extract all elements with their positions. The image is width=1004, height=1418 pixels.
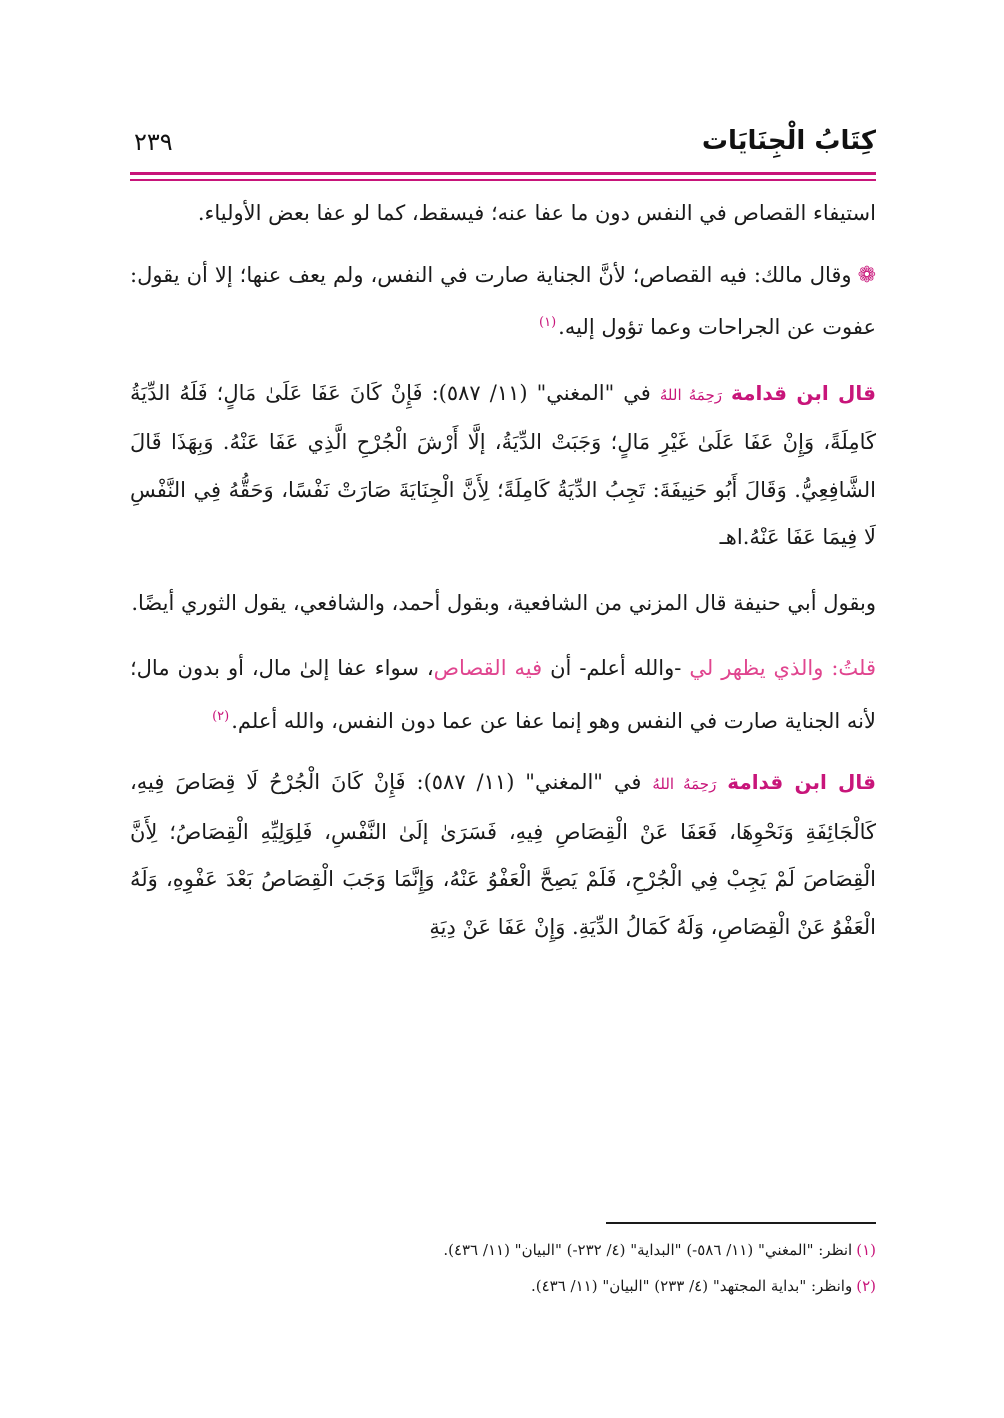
paragraph-2-text: وقال مالك: فيه القصاص؛ لأنَّ الجناية صارت في النفس، ولم يعف عنها؛ إلا أن يقول: عفوت عن الجراحات وعما تؤول إليه. bbox=[130, 262, 876, 339]
body-text bbox=[130, 190, 876, 951]
footnote-ref-2[interactable]: (٢) bbox=[212, 708, 230, 724]
footnote-2-number: (٢) bbox=[856, 1277, 876, 1295]
footnote-2 bbox=[130, 1268, 876, 1304]
paragraph-3 bbox=[130, 370, 876, 562]
footnote-2-text: وانظر: "بداية المجتهد" (٤/ ٢٣٣) "البيان" (١١/ ٤٣٦). bbox=[530, 1277, 853, 1295]
honorific-2: رَحِمَهُ اللهُ bbox=[652, 775, 717, 793]
footnote-1-number: (١) bbox=[856, 1241, 876, 1259]
author-opinion-lead: قلتُ: والذي يظهر لي bbox=[689, 656, 877, 680]
paragraph-5-mid: -والله أعلم- أن bbox=[542, 656, 690, 680]
header-rule-thin bbox=[130, 179, 876, 181]
paragraph-6-text: في "المغني" (١١/ ٥٨٧): فَإِنْ كَانَ الْجُرْحُ لَا قِصَاصَ فِيهِ، كَالْجَائِفَةِ وَنَحْوِهَا، فَعَفَا عَنْ الْقِصَاصِ فِيهِ، فَسَرَىٰ إلَىٰ النَّفْسِ، فَلِوَلِيِّهِ الْقِصَاصُ؛ لِأَنَّ الْقِصَاصَ لَمْ يَجِبْ فِي الْجُرْحِ، فَلَمْ يَصِحَّ الْعَفْوُ عَنْهُ، وَإِنَّمَا وَجَبَ الْقِصَاصُ بَعْدَ عَفْوِهِ، وَلَهُ الْعَفْوُ عَنْ الْقِصَاصِ، وَلَهُ كَمَالُ الدِّيَةِ. وَإِنْ عَفَا عَنْ دِيَةِ bbox=[130, 770, 876, 939]
honorific-1: رَحِمَهُ اللهُ bbox=[659, 385, 722, 404]
footnote-1 bbox=[130, 1232, 876, 1268]
header-rule-thick bbox=[130, 172, 876, 175]
flower-ornament-icon: ❁ bbox=[857, 262, 876, 288]
paragraph-4-text: وبقول أبي حنيفة قال المزني من الشافعية، وبقول أحمد، والشافعي، يقول الثوري أيضًا. bbox=[131, 590, 876, 615]
page-number: ٢٣٩ bbox=[134, 128, 173, 156]
paragraph-1-text: استيفاء القصاص في النفس دون ما عفا عنه؛ فيسقط، كما لو عفا بعض الأولياء. bbox=[197, 201, 876, 225]
author-opinion-highlight: فيه القصاص bbox=[433, 656, 543, 680]
paragraph-3-text: في "المغني" (١١/ ٥٨٧): فَإِنْ كَانَ عَفَا عَلَىٰ مَالٍ؛ فَلَهُ الدِّيَةُ كَامِلَةً، وَإِنْ عَفَا عَلَىٰ غَيْرِ مَالٍ؛ وَجَبَتْ الدِّيَةُ، إلَّا أَرْشَ الْجُرْحِ الَّذِي عَفَا عَنْهُ. وَبِهَذَا قَالَ الشَّافِعِيُّ. وَقَالَ أَبُو حَنِيفَةَ: تَجِبُ الدِّيَةُ كَامِلَةً؛ لِأَنَّ الْجِنَايَةَ صَارَتْ نَفْسًا، وَحَقُّهُ فِي النَّفْسِ لَا فِيمَا عَفَا عَنْهُ.اهـ bbox=[130, 380, 876, 549]
paragraph-5 bbox=[130, 645, 876, 745]
page-header bbox=[130, 126, 876, 170]
quote-author-2: قال ابن قدامة bbox=[727, 770, 876, 794]
paragraph-5-text: ، سواء عفا إلىٰ مال، أو بدون مال؛ لأنه الجناية صارت في النفس وهو إنما عفا عن عما دون النفس، والله أعلم. bbox=[130, 656, 876, 733]
quote-author-1: قال ابن قدامة bbox=[731, 380, 876, 405]
paragraph-2 bbox=[130, 252, 876, 352]
paragraph-1 bbox=[130, 190, 876, 238]
footnotes bbox=[130, 1232, 876, 1304]
paragraph-4 bbox=[130, 580, 876, 628]
footnote-separator bbox=[606, 1222, 876, 1224]
footnote-1-text: انظر: "المغني" (١١/ ٥٨٦-) "البداية" (٤/ ٢٣٢-) "البيان" (١١/ ٤٣٦). bbox=[443, 1241, 853, 1259]
paragraph-6 bbox=[130, 759, 876, 951]
footnote-ref-1[interactable]: (١) bbox=[539, 315, 557, 330]
book-title: كِتَابُ الْجِنَايَات bbox=[701, 126, 876, 156]
